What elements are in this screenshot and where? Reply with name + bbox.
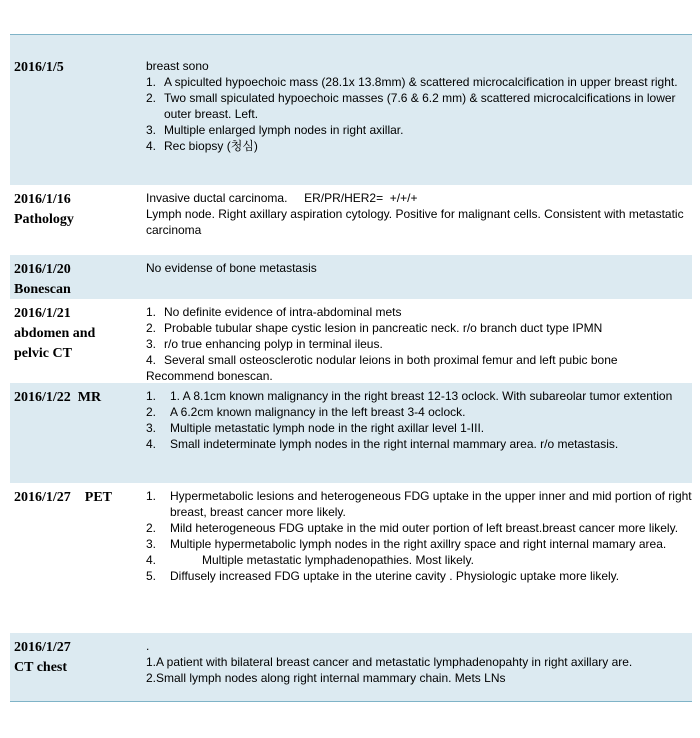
row-title: Pathology [14,212,74,227]
item-number: 2. [146,321,157,335]
item-number: 1. [146,389,157,403]
item-number: 3. [146,123,157,137]
item-text: No definite evidence of intra-abdominal mets [164,305,402,319]
section-heading: breast sono [146,59,209,73]
item-text: Several small osteosclerotic nodular leions in both proximal femur and left pubic bone [164,353,618,367]
list-item [146,122,692,138]
list-item [146,536,692,552]
date-cell [10,57,146,185]
table-row [10,299,692,383]
table-row [10,35,692,185]
content-cell [146,387,692,483]
row-title: Bonescan [14,282,71,297]
row-date: 2016/1/27 [14,640,71,655]
item-text: A spiculted hypoechoic mass (28.1x 13.8mm) & scattered microcalcification in upper breast right. [164,75,678,89]
list-item [146,352,692,368]
table-row [10,483,692,633]
text-line: . [146,639,150,653]
item-text: Multiple metastatic lymphadenopathies. Most likely. [202,553,474,567]
list-item [146,90,692,122]
list-item [146,552,692,568]
date-cell [10,303,146,383]
list-item [146,388,692,404]
list-item [146,320,692,336]
item-number: 2. [146,521,157,535]
row-date: 2016/1/5 [14,60,64,75]
item-text: Small indeterminate lymph nodes in the right internal mammary area. r/o metastasis. [170,437,619,451]
item-text: Probable tubular shape cystic lesion in pancreatic neck. r/o branch duct type IPMN [164,321,603,335]
list-item [146,336,692,352]
date-cell [10,259,146,299]
row-title: CT chest [14,660,68,675]
date-cell [10,487,146,633]
row-date: 2016/1/20 [14,262,71,277]
item-number: 2. [146,405,157,419]
item-number: 1. [146,489,157,503]
list-item [146,138,692,154]
list-item [146,436,692,452]
list-item [146,74,692,90]
item-text: Diffusely increased FDG uptake in the uterine cavity . Physiologic uptake more likely. [170,569,620,583]
content-cell [146,303,692,383]
list-item [146,520,692,536]
content-cell [146,259,692,299]
list-item [146,568,692,584]
item-number: 4. [146,139,157,153]
text-line: Recommend bonescan. [146,369,273,383]
item-number: 3. [146,337,157,351]
medical-history-table [10,34,692,702]
item-text: Mild heterogeneous FDG uptake in the mid outer portion of left breast.breast cancer more likely. [170,521,679,535]
item-text: Multiple enlarged lymph nodes in right axillar. [164,123,404,137]
item-number: 3. [146,537,157,551]
item-text: A 6.2cm known malignancy in the left breast 3-4 oclock. [170,405,466,419]
item-number: 5. [146,569,157,583]
text-line: 2.Small lymph nodes along right internal mammary chain. Mets LNs [146,671,506,685]
item-text: Two small spiculated hypoechoic masses (7.6 & 6.2 mm) & scattered microcalcifications in lower outer breast. Left. [164,91,676,121]
item-number: 4. [146,353,157,367]
item-number: 1. [146,305,157,319]
row-date: 2016/1/22 MR [14,390,102,405]
table-row [10,383,692,483]
item-text: Hypermetabolic lesions and heterogeneous FDG uptake in the upper inner and mid portion of right breast, breast cancer more likely. [170,489,692,519]
row-date: 2016/1/21 [14,306,71,321]
row-date: 2016/1/27 PET [14,490,113,505]
date-cell [10,189,146,255]
text-line: Invasive ductal carcinoma. ER/PR/HER2= +/+/+ [146,191,418,205]
list-item [146,420,692,436]
content-cell [146,189,692,255]
text-line: 1.A patient with bilateral breast cancer and metastatic lymphadenopahty in right axillary are. [146,655,633,669]
item-number: 4. [146,553,157,567]
text-line [146,206,692,238]
date-cell [10,387,146,483]
text-line: No evidense of bone metastasis [146,261,317,275]
content-cell [146,57,692,185]
row-date: 2016/1/16 [14,192,71,207]
table-row [10,185,692,255]
item-text: Multiple metastatic lymph node in the right axillar level 1-III. [170,421,485,435]
item-text: Multiple hypermetabolic lymph nodes in the right axillry space and right internal mamary area. [170,537,667,551]
content-cell [146,487,692,633]
list-item [146,404,692,420]
item-text: r/o true enhancing polyp in terminal ileus. [164,337,383,351]
item-number: 3. [146,421,157,435]
item-text: Rec biopsy (청심) [164,139,258,153]
list-item [146,488,692,520]
table-row [10,633,692,701]
table-row [10,255,692,299]
content-cell [146,637,692,701]
item-number: 2. [146,91,157,105]
item-text: Lymph node. Right axillary aspiration cytology. Positive for malignant cells. Consistent with metastatic carcinoma [146,207,684,237]
item-number: 1. [146,75,157,89]
item-text: 1. A 8.1cm known malignancy in the right breast 12-13 oclock. With subareolar tumor extention [170,389,673,403]
date-cell [10,637,146,701]
item-number: 4. [146,437,157,451]
row-title: abdomen and pelvic CT [14,326,96,361]
list-item [146,304,692,320]
